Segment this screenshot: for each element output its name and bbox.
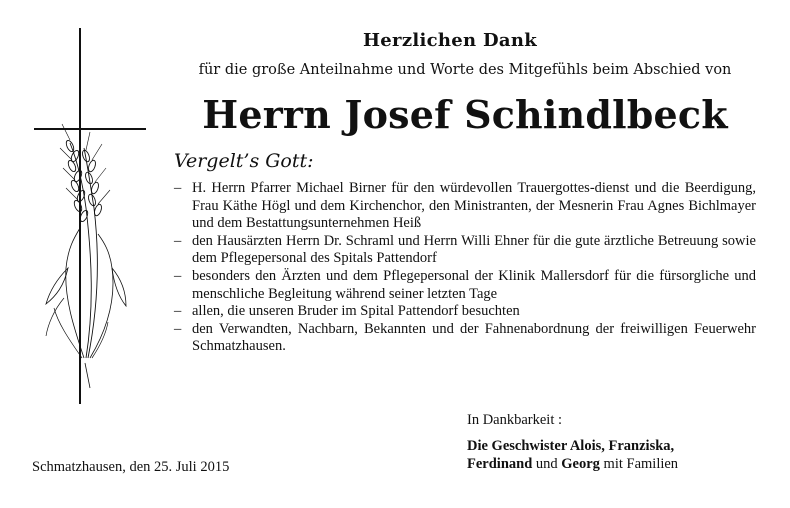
deceased-name: Herrn Josef Schindlbeck [202, 92, 728, 137]
signature-name-georg: Georg [561, 456, 600, 472]
signature-line-2 [467, 455, 678, 473]
signature-name-ferdinand: Ferdinand [467, 456, 533, 472]
intro-line: für die große Anteilnahme und Worte des Mitgefühls beim Abschied von [198, 62, 732, 78]
signature-und: und [532, 456, 562, 472]
thanks-list [174, 180, 756, 356]
place-and-date: Schmatzhausen, den 25. Juli 2015 [32, 459, 230, 475]
vergelts-gott-heading: Vergelt’s Gott: [174, 150, 314, 172]
heading: Herzlichen Dank [362, 30, 538, 51]
list-item: – allen, die unseren Bruder im Spital Pattendorf besuchten [174, 303, 756, 321]
cross-with-wheat-icon [28, 28, 148, 404]
signature-suffix: mit Familien [599, 456, 679, 472]
list-item: – den Verwandten, Nachbarn, Bekannten und der Fahnenabordnung der freiwilligen Feuerwehr Schmatzhausen. [174, 321, 756, 356]
list-item: – H. Herrn Pfarrer Michael Birner für den würdevollen Trauergottes-dienst und die Beerdigung, Frau Käthe Högl und dem Kirchenchor, den Ministranten, der Mesnerin Frau Agnes Bichlmayer und dem Bestattungsunternehmen Heiß [174, 180, 756, 233]
signature [467, 437, 678, 473]
list-item: – besonders den Ärzten und dem Pflegepersonal der Klinik Mallersdorf für die fürsorgliche und menschliche Begleitung während seiner letzten Tage [174, 268, 756, 303]
list-item: – den Hausärzten Herrn Dr. Schraml und Herrn Willi Ehner für die gute ärztliche Betreuung sowie dem Pflegepersonal des Spitals Pattendorf [174, 233, 756, 268]
signature-line-1: Die Geschwister Alois, Franziska, [467, 438, 675, 454]
in-dankbarkeit: In Dankbarkeit : [467, 412, 563, 428]
